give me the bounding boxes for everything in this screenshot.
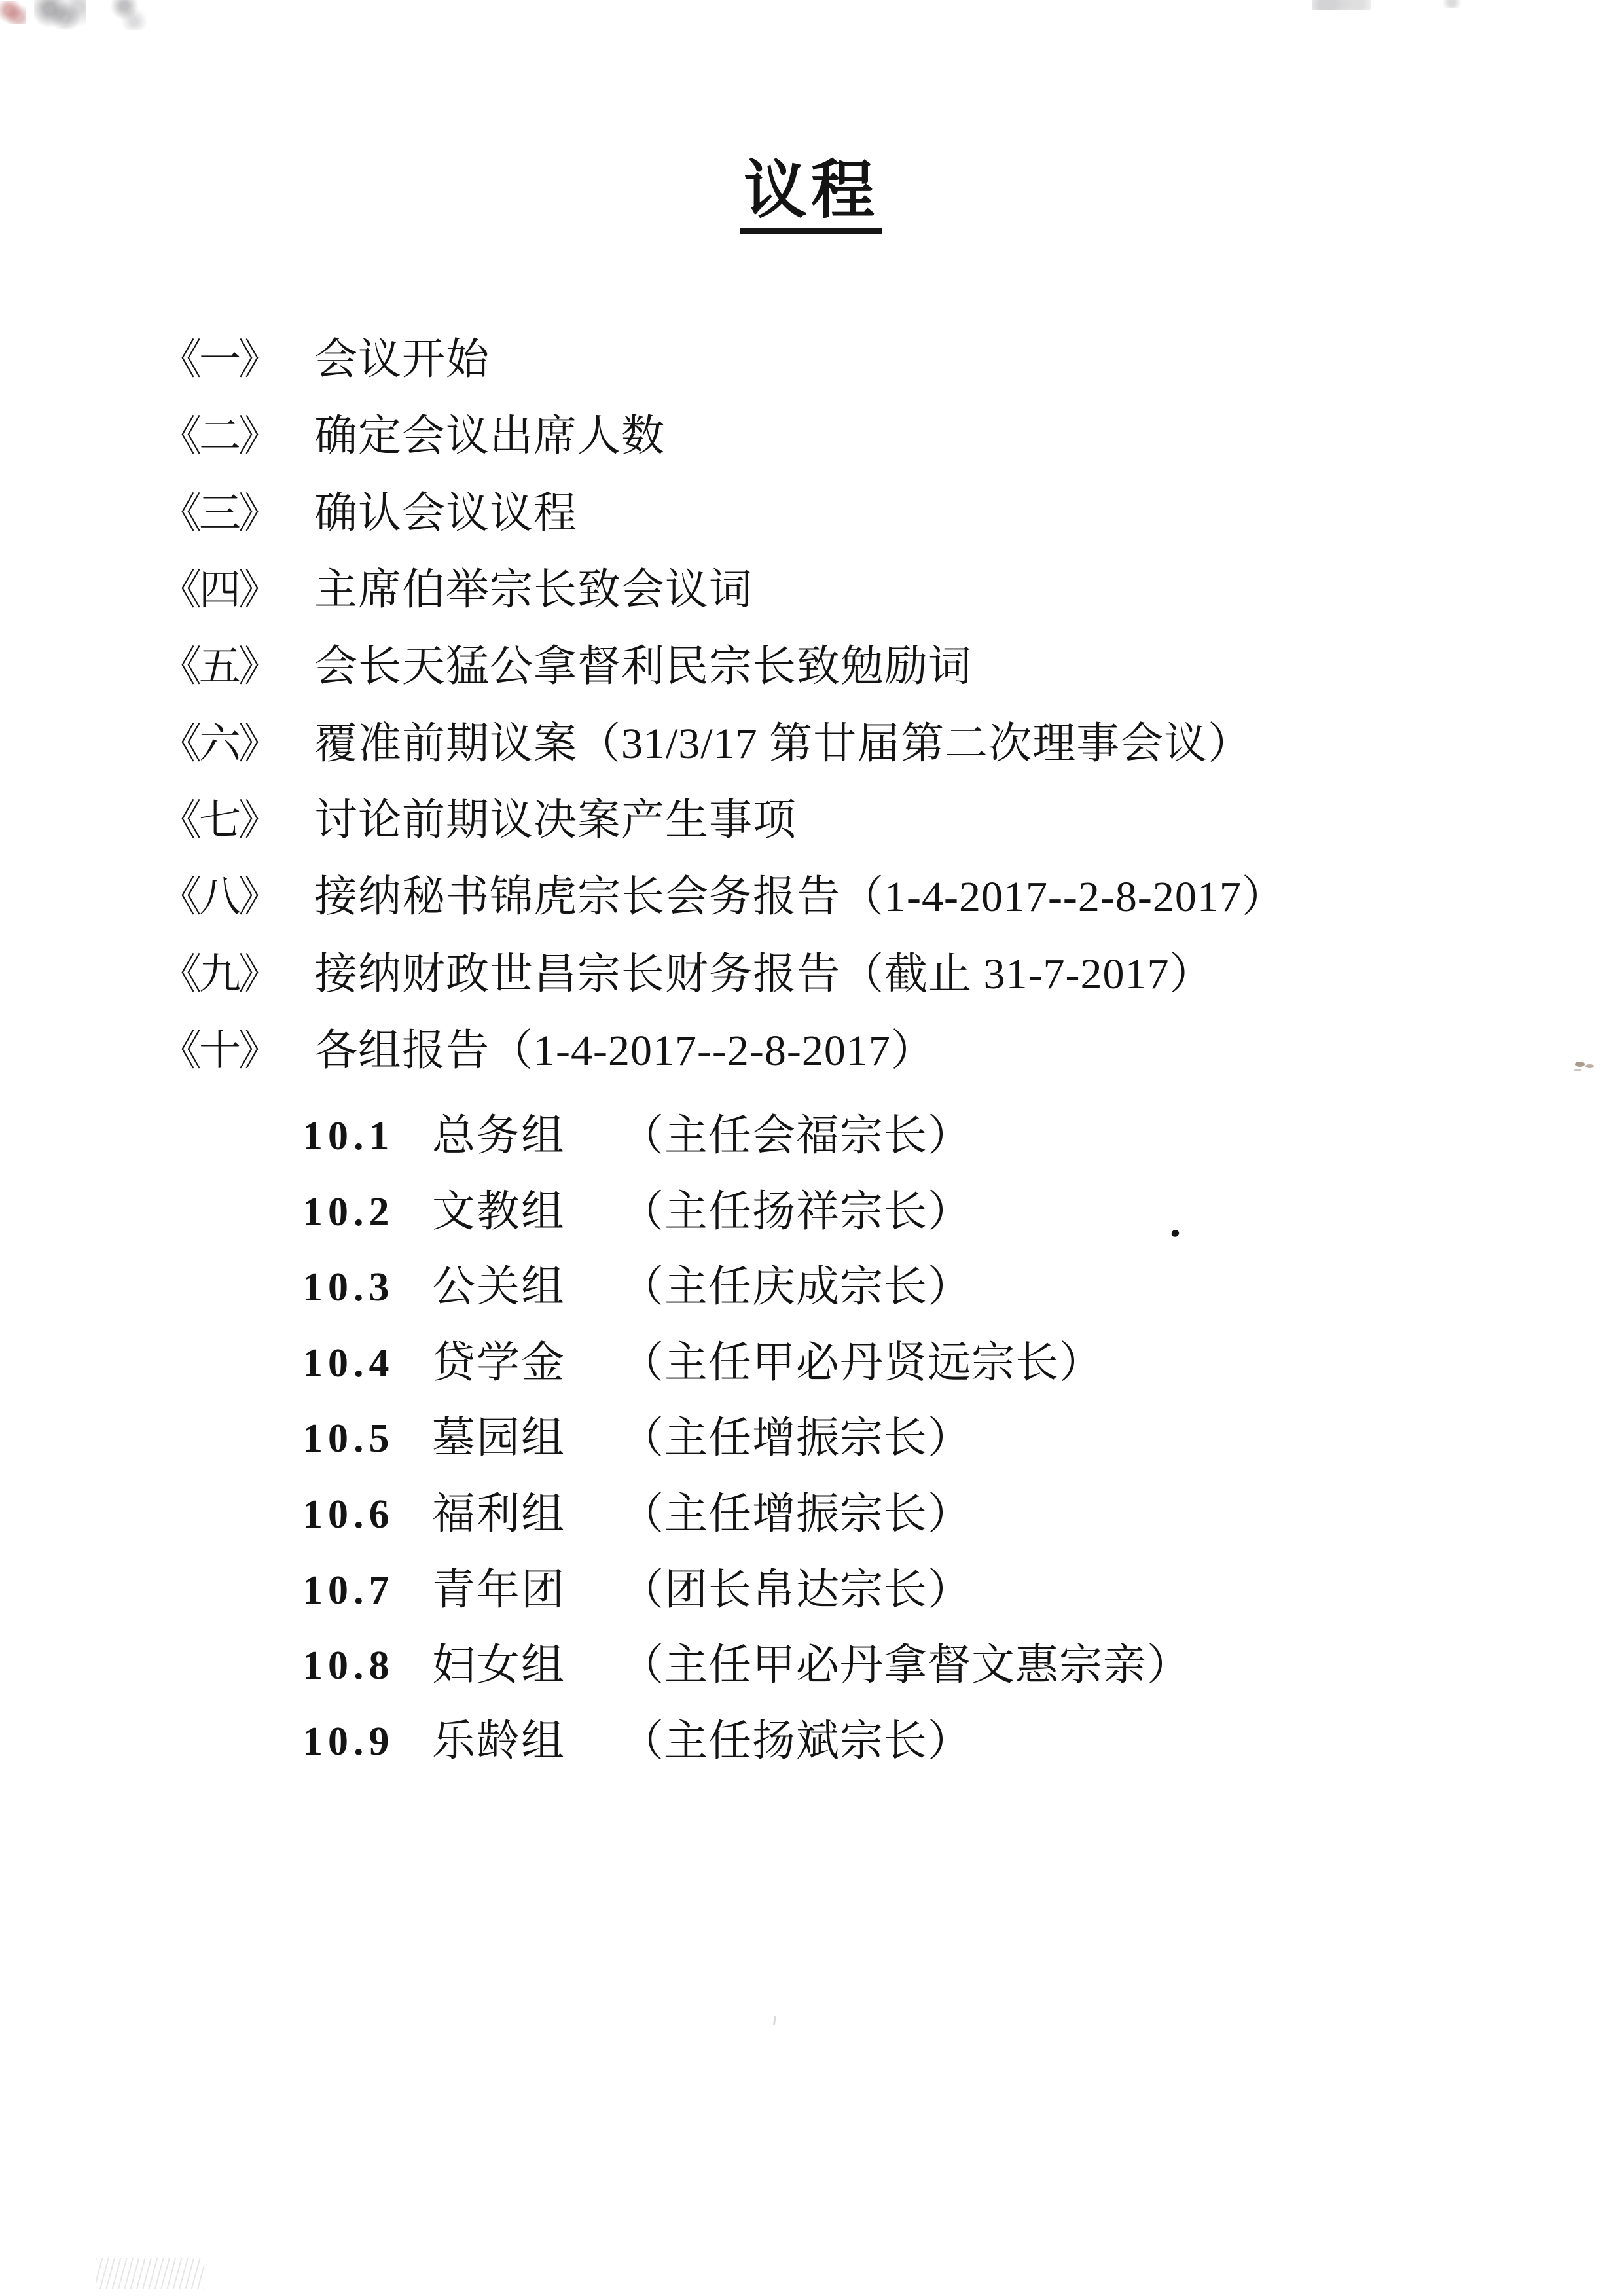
subitem-leader: （主任增振宗长） [621, 1414, 971, 1462]
item-text: 确认会议议程 [314, 490, 577, 537]
item-number: 《六》 [160, 721, 278, 767]
agenda-item-row [0, 334, 1605, 393]
subitem-number: 10.4 [302, 1341, 395, 1386]
agenda-item-row [0, 564, 1605, 623]
subitem-group: 妇女组 [432, 1641, 566, 1689]
subitem-leader: （主任甲必丹拿督文惠宗亲） [621, 1641, 1191, 1689]
item-number: 《五》 [160, 643, 278, 690]
subitem-group: 贷学金 [432, 1339, 566, 1387]
item-number: 《三》 [160, 490, 278, 537]
subitem-leader: （主任扬斌宗长） [621, 1717, 971, 1765]
item-text: 各组报告（1-4-2017--2-8-2017） [314, 1027, 935, 1075]
scan-smudge-bottom-left [96, 2258, 204, 2289]
subitem-leader: （团长帛达宗长） [621, 1566, 971, 1614]
subitem-number: 10.8 [302, 1643, 395, 1688]
agenda-subitem-row [0, 1715, 1605, 1774]
agenda-item-row [0, 718, 1605, 777]
item-number: 《十》 [160, 1028, 278, 1074]
scan-smudge-top-left-gray2 [109, 0, 148, 30]
page-title: 议程 [740, 159, 882, 234]
item-number: 《四》 [160, 567, 278, 613]
subitem-group: 文教组 [432, 1188, 566, 1236]
item-text: 确定会议出席人数 [314, 412, 665, 460]
subitem-leader: （主任会福宗长） [621, 1112, 971, 1160]
agenda-subitem-row [0, 1337, 1605, 1396]
agenda-subitem-row [0, 1110, 1605, 1169]
agenda-item-row [0, 488, 1605, 547]
subitem-leader: （主任甲必丹贤远宗长） [621, 1339, 1103, 1387]
subitem-group: 青年团 [432, 1566, 566, 1614]
agenda-subitem-row [0, 1564, 1605, 1623]
subitem-group: 总务组 [432, 1112, 566, 1160]
agenda-item-row [0, 795, 1605, 853]
subitem-number: 10.1 [302, 1114, 395, 1158]
subitem-leader: （主任扬祥宗长） [621, 1188, 971, 1236]
subitem-group: 乐龄组 [432, 1717, 566, 1765]
agenda-item-row [0, 410, 1605, 469]
subitem-number: 10.3 [302, 1265, 395, 1310]
scan-smudge-top-left-red [0, 1, 26, 24]
scan-faint-tick [773, 2016, 776, 2025]
subitem-group: 福利组 [432, 1490, 566, 1538]
item-text: 讨论前期议决案产生事项 [314, 797, 797, 844]
item-text: 接纳财政世昌宗长财务报告（截止 31-7-2017） [314, 950, 1214, 998]
item-text: 会议开始 [314, 336, 490, 384]
item-number: 《八》 [160, 874, 278, 920]
subitem-group: 墓园组 [432, 1414, 566, 1462]
item-number: 《一》 [160, 336, 278, 383]
scan-smudge-top-left-gray [34, 0, 86, 29]
agenda-subitem-row [0, 1488, 1605, 1547]
item-text: 接纳秘书锦虎宗长会务报告（1-4-2017--2-8-2017） [314, 873, 1286, 921]
agenda-item-row [0, 948, 1605, 1007]
agenda-subitem-row [0, 1640, 1605, 1698]
agenda-subitem-row [0, 1186, 1605, 1245]
agenda-item-row [0, 871, 1605, 930]
subitem-number: 10.9 [302, 1719, 395, 1764]
subitem-leader: （主任增振宗长） [621, 1490, 971, 1538]
item-text: 会长天猛公拿督利民宗长致勉励词 [314, 643, 972, 691]
subitem-leader: （主任庆成宗长） [621, 1263, 971, 1311]
item-number: 《九》 [160, 951, 278, 997]
subitem-number: 10.5 [302, 1416, 395, 1461]
agenda-subitem-row [0, 1412, 1605, 1471]
agenda-item-row [0, 1025, 1605, 1084]
subitem-group: 公关组 [432, 1263, 566, 1311]
item-text: 覆准前期议案（31/3/17 第廿届第二次理事会议） [314, 720, 1252, 768]
item-number: 《七》 [160, 797, 278, 844]
subitem-number: 10.6 [302, 1492, 395, 1537]
item-text: 主席伯举宗长致会议词 [314, 566, 753, 614]
item-number: 《二》 [160, 413, 278, 459]
scan-smudge-top-right [1312, 0, 1371, 10]
agenda-subitem-row [0, 1261, 1605, 1320]
subitem-number: 10.2 [302, 1190, 395, 1234]
subitem-number: 10.7 [302, 1568, 395, 1613]
agenda-item-row [0, 641, 1605, 700]
scan-smudge-top-right2 [1437, 0, 1467, 8]
